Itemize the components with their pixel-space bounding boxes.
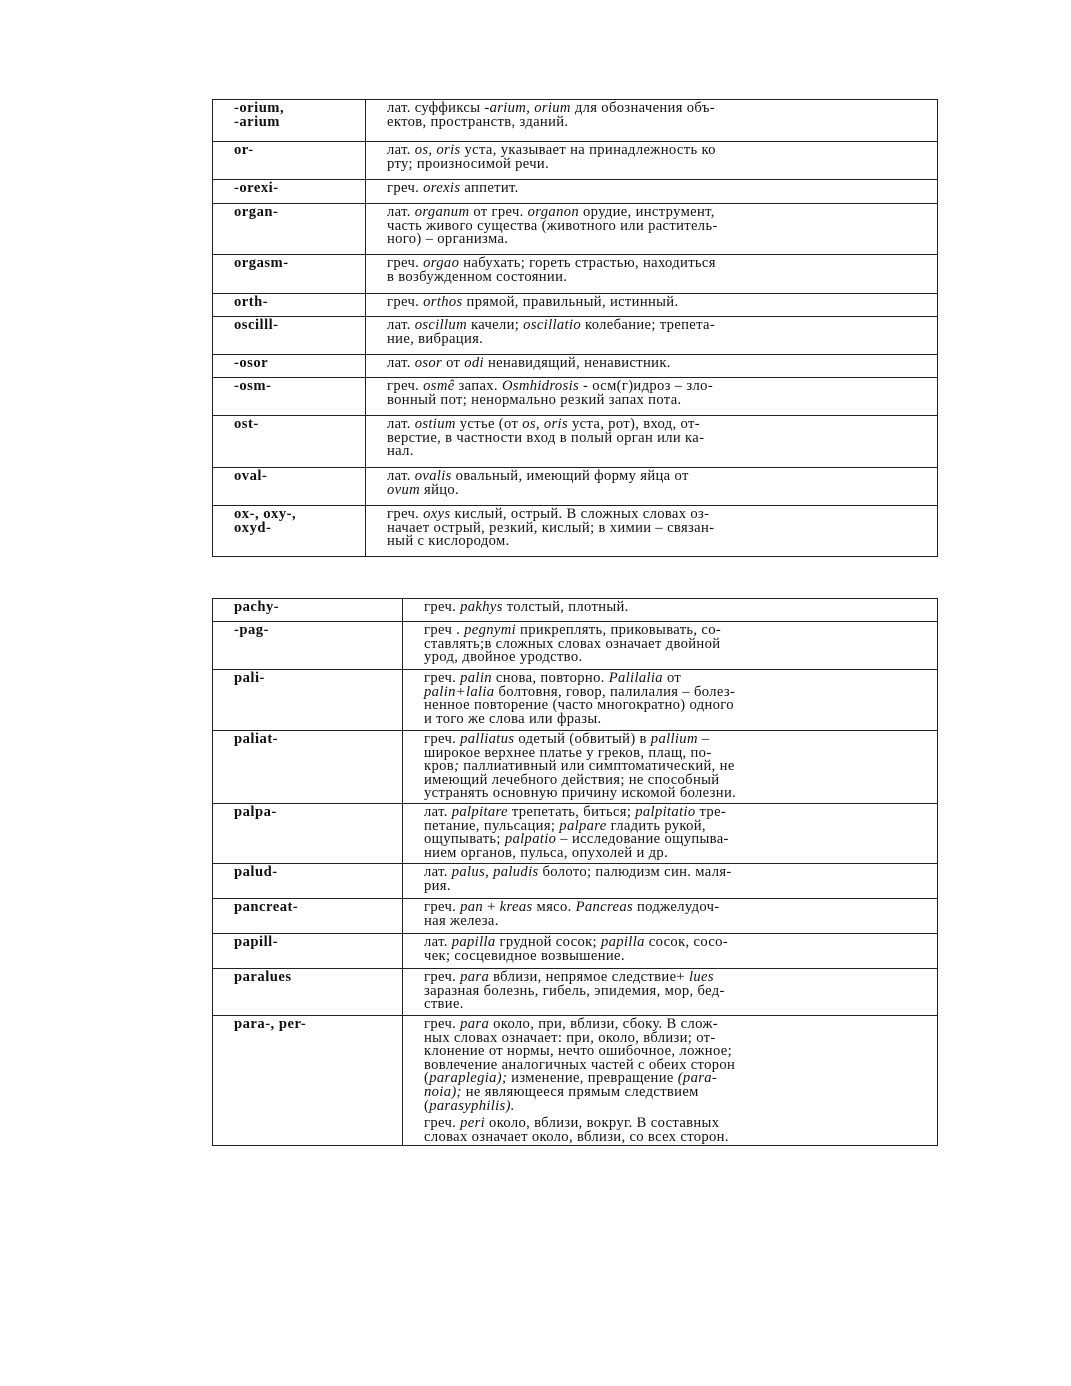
term-text: organ- (234, 204, 279, 220)
term-cell (213, 378, 366, 416)
term-cell (213, 622, 403, 670)
latin-term: palliatus (460, 731, 515, 747)
definition-text: от (662, 670, 682, 686)
definition-paragraph (387, 508, 933, 549)
term-text: -orium, -arium (234, 100, 285, 130)
term-text: pancreat- (234, 899, 299, 915)
latin-term: osmê (423, 378, 455, 394)
latin-term: orgao (423, 255, 460, 271)
definition-text: не являющееся прямым следствием ( (424, 1083, 699, 1114)
glossary-row (213, 100, 938, 142)
latin-term: peri (460, 1115, 486, 1132)
definition-text: около, вблизи, вокруг. В составных словах означает около, вблизи, со всех сторон. (424, 1115, 729, 1145)
definition-cell (403, 969, 938, 1016)
definition-text: паллиативный или симптоматический, не имеющий лечебного действия; не способный устранять основную причину искомой болезни. (424, 758, 737, 802)
latin-term: pakhys (460, 599, 503, 615)
definition-text: прикреплять, приковывать, со- ставлять;в сложных словах означает двойной урод, двойное уродство. (424, 622, 722, 666)
term-cell (213, 100, 366, 142)
definition-text: греч. (387, 255, 424, 271)
definition-paragraph (387, 206, 933, 247)
definition-cell (366, 317, 938, 355)
definition-text: греч. (387, 180, 424, 196)
definition-paragraph (387, 380, 933, 407)
glossary-row (213, 180, 938, 204)
latin-term: ovalis (414, 468, 452, 484)
glossary-row (213, 355, 938, 378)
definition-paragraph (387, 470, 933, 497)
latin-term: Pancreas (575, 899, 634, 915)
latin-term: palin+lalia (424, 683, 495, 700)
definition-text: трепетать, биться; (507, 804, 636, 820)
definition-text: снова, повторно. (491, 670, 609, 686)
definition-paragraph (387, 144, 933, 171)
definition-cell (403, 622, 938, 670)
latin-term: para (460, 969, 490, 985)
definition-text: набухать; гореть страстью, находиться в возбужденном состоянии. (387, 255, 716, 285)
latin-term: ovum (387, 481, 421, 498)
latin-term: papilla (451, 934, 496, 950)
glossary-row (213, 204, 938, 255)
definition-text: болтовня, говор, палилалия – болез- ненное повторение (часто многократно) одного и того же слова или фразы. (424, 683, 736, 727)
definition-cell (366, 204, 938, 255)
definition-text: грудной сосок; (495, 934, 601, 950)
definition-text: заразная болезнь, гибель, эпидемия, мор, бед- ствие. (424, 982, 725, 1013)
latin-term: organon (527, 204, 580, 220)
definition-paragraph (424, 936, 933, 963)
definition-text: прямой, правильный, истинный. (462, 294, 679, 310)
latin-term: osor (414, 355, 443, 371)
definition-text: - осм(г)идроз – зло- вонный пот; ненормально резкий запах пота. (387, 378, 714, 408)
definition-text: для обозначения объ- ектов, пространств, зданий. (387, 100, 715, 130)
latin-term: kreas (499, 899, 533, 915)
term-cell (213, 804, 403, 864)
definition-text: тре- петание, пульсация; (424, 804, 727, 834)
definition-cell (366, 378, 938, 416)
term-text: oscilll- (234, 317, 279, 333)
definition-paragraph (424, 1117, 933, 1144)
definition-text: лат. (387, 317, 415, 333)
term-cell (213, 506, 366, 557)
glossary-row (213, 294, 938, 317)
latin-term: para (460, 1016, 490, 1032)
definition-paragraph (387, 102, 933, 129)
term-text: papill- (234, 934, 279, 950)
glossary-row (213, 506, 938, 557)
definition-cell (403, 670, 938, 731)
latin-term: ostium (414, 416, 456, 432)
term-text: pachy- (234, 599, 280, 615)
term-text: or- (234, 142, 254, 158)
definition-cell (403, 864, 938, 899)
latin-term: palpitatio (635, 804, 696, 820)
term-cell (213, 468, 366, 506)
term-cell (213, 142, 366, 180)
glossary-row (213, 255, 938, 294)
term-text: pali- (234, 670, 265, 686)
term-cell (213, 180, 366, 204)
definition-cell (366, 506, 938, 557)
definition-text: ненавидящий, ненавистник. (483, 355, 671, 371)
latin-term: oxys (423, 506, 451, 522)
term-cell (213, 934, 403, 969)
latin-term: paraplegia); (429, 1070, 508, 1087)
glossary-row (213, 804, 938, 864)
glossary-table-p (212, 598, 938, 1146)
definition-text: греч. (387, 294, 424, 310)
latin-term: lues (688, 969, 714, 985)
definition-text: кислый, острый. В сложных словах оз- начает острый, резкий, кислый; в химии – связан- ный с кислородом. (387, 506, 715, 550)
latin-term: pegnymi (464, 622, 517, 638)
latin-term: palin (460, 670, 492, 686)
definition-text: греч. (424, 1016, 461, 1032)
glossary-row (213, 1016, 938, 1146)
latin-term: oscillatio (523, 317, 581, 333)
glossary-row (213, 378, 938, 416)
term-text: palud- (234, 864, 278, 880)
definition-paragraph (387, 357, 933, 371)
term-cell (213, 670, 403, 731)
glossary-row (213, 416, 938, 468)
definition-cell (366, 255, 938, 294)
definition-text: греч. (424, 670, 461, 686)
term-text: ox-, oxy-, oxyd- (234, 506, 297, 536)
glossary-row (213, 599, 938, 622)
definition-paragraph (424, 733, 933, 801)
term-text: -osor (234, 355, 269, 371)
term-text: ost- (234, 416, 259, 432)
latin-term: -arium, orium (484, 100, 571, 116)
term-cell (213, 204, 366, 255)
definition-text: лат. (387, 142, 415, 158)
definition-text: лат. (387, 468, 415, 484)
definition-text: греч . (424, 622, 465, 638)
definition-cell (403, 899, 938, 934)
latin-term: Osmhidrosis (501, 378, 580, 394)
definition-paragraph (387, 182, 933, 196)
definition-text: орудие, инструмент, часть живого существа (животного или раститель- ного) – организма. (387, 204, 718, 248)
definition-cell (366, 355, 938, 378)
term-cell (213, 864, 403, 899)
definition-text: – исследование ощупыва- нием органов, пульса, опухолей и др. (424, 831, 729, 861)
glossary-row (213, 622, 938, 670)
glossary-body-o (213, 100, 938, 557)
term-cell (213, 731, 403, 804)
definition-cell (366, 142, 938, 180)
definition-text: сосок, сосо- чек; сосцевидное возвышение. (424, 934, 729, 964)
definition-text: лат. (424, 934, 452, 950)
definition-paragraph (387, 319, 933, 346)
definition-text: лат. суффиксы (387, 100, 485, 116)
glossary-table-o (212, 99, 938, 557)
definition-text: греч. (387, 506, 424, 522)
definition-paragraph (387, 257, 933, 284)
latin-term: papilla (600, 934, 645, 950)
definition-paragraph (424, 971, 933, 1012)
glossary-row (213, 864, 938, 899)
latin-term: odi (464, 355, 484, 371)
definition-text: лат. (424, 864, 452, 880)
latin-term: ; (453, 758, 460, 775)
definition-text: – широкое верхнее платье у греков, плащ, по- кров (424, 731, 712, 775)
latin-term: organum (414, 204, 470, 220)
latin-term: os, oris (522, 416, 568, 432)
definition-text: толстый, плотный. (502, 599, 629, 615)
latin-term: palpitare (451, 804, 508, 820)
definition-text: лат. (424, 804, 452, 820)
definition-cell (366, 416, 938, 468)
glossary-row (213, 731, 938, 804)
latin-term: pallium (650, 731, 698, 747)
term-cell (213, 317, 366, 355)
glossary-row (213, 969, 938, 1016)
definition-text: греч. (424, 899, 461, 915)
definition-text: от греч. (469, 204, 528, 220)
definition-paragraph (387, 418, 933, 459)
definition-text: + (483, 899, 500, 915)
definition-text: яйцо. (420, 481, 460, 498)
definition-cell (403, 804, 938, 864)
definition-text: греч. (424, 599, 461, 615)
latin-term: palus, paludis (451, 864, 539, 880)
definition-cell (403, 599, 938, 622)
term-text: -osm- (234, 378, 272, 394)
term-text: orgasm- (234, 255, 289, 271)
latin-term: palpare (559, 817, 607, 834)
definition-text: греч. (387, 378, 424, 394)
term-text: -pag- (234, 622, 269, 638)
glossary-row (213, 317, 938, 355)
definition-paragraph (424, 601, 933, 615)
definition-text: аппетит. (460, 180, 519, 196)
definition-text: лат. (387, 355, 415, 371)
definition-cell (366, 180, 938, 204)
glossary-row (213, 670, 938, 731)
definition-text: вблизи, непрямое следствие+ (489, 969, 689, 985)
latin-term: (para- noia); (424, 1070, 718, 1100)
definition-cell (366, 468, 938, 506)
definition-cell (366, 294, 938, 317)
glossary-row (213, 899, 938, 934)
definition-text: запах. (454, 378, 502, 394)
glossary-body-p (213, 599, 938, 1146)
definition-text: уста, указывает на принадлежность ко рту; произносимой речи. (387, 142, 716, 172)
term-text: orth- (234, 294, 269, 310)
definition-paragraph (424, 624, 933, 665)
latin-term: parasyphilis). (429, 1097, 515, 1114)
latin-term: orthos (423, 294, 463, 310)
definition-text: от (442, 355, 465, 371)
term-text: -orexi- (234, 180, 279, 196)
latin-term: orexis (423, 180, 461, 196)
definition-text: лат. (387, 416, 415, 432)
definition-text: колебание; трепета- ние, вибрация. (387, 317, 716, 347)
term-cell (213, 1016, 403, 1146)
latin-term: pan (460, 899, 484, 915)
term-text: paliat- (234, 731, 279, 747)
definition-text: овальный, имеющий форму яйца от (451, 468, 689, 484)
definition-text: греч. (424, 731, 461, 747)
definition-text: устье (от (455, 416, 523, 432)
term-text: paralues (234, 969, 292, 985)
definition-paragraph (424, 672, 933, 726)
definition-text: гладить рукой, ощупывать; (424, 817, 706, 848)
glossary-row (213, 934, 938, 969)
definition-text: поджелудоч- ная железа. (424, 899, 720, 929)
latin-term: Palilalia (608, 670, 663, 686)
definition-paragraph (424, 806, 933, 860)
definition-text: уста, рот), вход, от- верстие, в частности вход в полый орган или ка- нал. (387, 416, 705, 460)
definition-cell (403, 731, 938, 804)
definition-text: греч. (424, 1115, 461, 1132)
term-text: oval- (234, 468, 268, 484)
term-cell (213, 899, 403, 934)
definition-text: изменение, превращение (507, 1070, 678, 1087)
definition-text: лат. (387, 204, 415, 220)
latin-term: os, oris (414, 142, 461, 158)
definition-paragraph (424, 901, 933, 928)
definition-text: одетый (обвитый) в (514, 731, 651, 747)
glossary-row (213, 468, 938, 506)
term-cell (213, 255, 366, 294)
definition-text: мясо. (532, 899, 576, 915)
latin-term: oscillum (414, 317, 467, 333)
definition-text: болото; палюдизм син. маля- рия. (424, 864, 732, 894)
definition-cell (366, 100, 938, 142)
definition-text: качели; (466, 317, 524, 333)
glossary-row (213, 142, 938, 180)
definition-cell (403, 934, 938, 969)
term-cell (213, 416, 366, 468)
latin-term: palpatio (504, 831, 557, 848)
term-cell (213, 599, 403, 622)
definition-text: около, при, вблизи, сбоку. В слож- ных словах означает: при, около, вблизи; от- клонение от нормы, нечто ошибочное, ложное; вовлечение аналогичных частей с обеих сторон ( (424, 1016, 736, 1087)
term-cell (213, 969, 403, 1016)
term-cell (213, 355, 366, 378)
definition-paragraph (424, 1018, 933, 1113)
definition-paragraph (424, 866, 933, 893)
term-text: palpa- (234, 804, 277, 820)
definition-text: греч. (424, 969, 461, 985)
definition-cell (403, 1016, 938, 1146)
definition-paragraph (387, 296, 933, 310)
term-text: para-, per- (234, 1016, 307, 1032)
term-cell (213, 294, 366, 317)
